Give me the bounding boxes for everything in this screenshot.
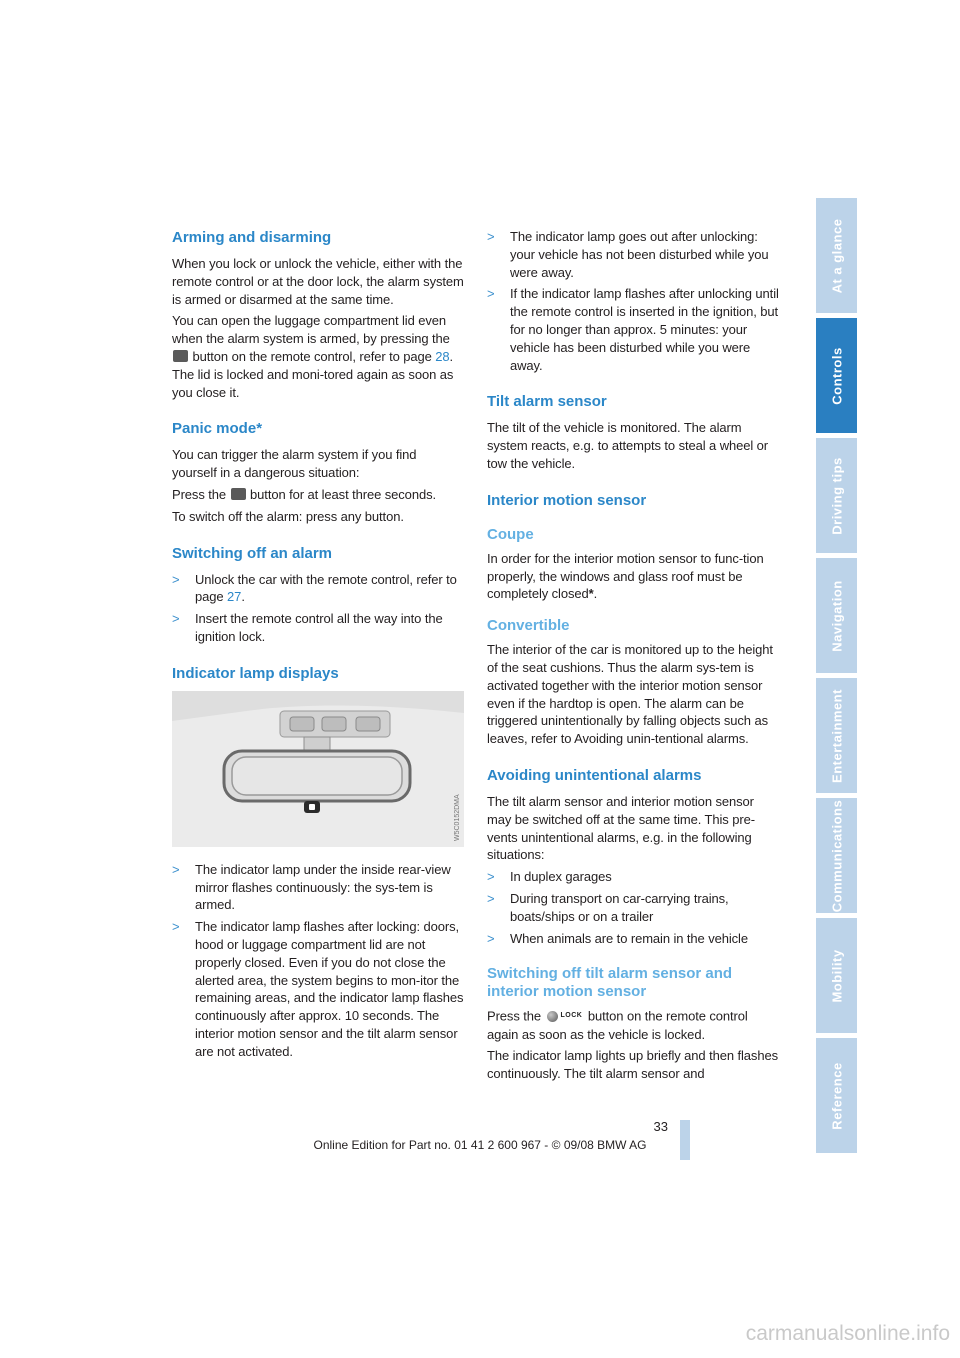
bullet: >	[487, 869, 495, 885]
item-text: Unlock the car with the remote control, refer to page	[195, 571, 457, 605]
coupe-paragraph	[487, 550, 779, 603]
convertible-paragraph: The interior of the car is monitored up to the height of the seat cushions. Thus the alarm sys-tem is activated together with the interior motion sensor even if the hardtop is open. The alarm can be triggered unintentionally by falling objects such as leaves, refer to Avoiding unin-tentional alarms.	[487, 642, 773, 747]
tilt-heading: Tilt alarm sensor	[487, 393, 607, 411]
tab-label: Entertainment	[829, 688, 844, 783]
tab-label: Controls	[829, 346, 844, 405]
list-item	[172, 571, 464, 607]
indicator-list-continued	[487, 228, 779, 374]
list-item	[487, 228, 779, 281]
indicator-list	[172, 861, 464, 1061]
tab-driving-tips[interactable]	[816, 438, 857, 558]
avoiding-heading: Avoiding unintentional alarms	[487, 766, 702, 784]
panic-p2-text-b: button for at least three seconds.	[250, 486, 436, 502]
bullet: >	[487, 930, 495, 946]
tab-at-a-glance[interactable]	[816, 198, 857, 318]
bullet: >	[487, 890, 495, 906]
interior-heading: Interior motion sensor	[487, 491, 647, 509]
panic-paragraph-3: To switch off the alarm: press any button.	[172, 508, 404, 524]
tab-navigation[interactable]	[816, 558, 857, 678]
list-item	[487, 930, 779, 948]
arming-p2-text-a: You can open the luggage compartment lid even when the alarm system is armed, by pressing the	[172, 313, 450, 347]
tab-label: Navigation	[829, 579, 844, 652]
avoiding-paragraph: The tilt alarm sensor and interior motion sensor may be switched off at the same time. This pre-vents unintentional alarms, e.g. in the following situations:	[487, 793, 755, 863]
bullet: >	[172, 861, 180, 877]
item-end: .	[241, 589, 245, 605]
switch-tilt-heading: Switching off tilt alarm sensor and interior motion sensor	[487, 965, 733, 1001]
item-text: The indicator lamp under the inside rear-view mirror flashes continuously: the sys-tem is armed.	[195, 861, 451, 913]
tilt-paragraph: The tilt of the vehicle is monitored. The alarm system reacts, e.g. to attempts to steal a wheel or tow the vehicle.	[487, 420, 769, 471]
switch-tilt-text-a: Press the	[487, 1008, 542, 1024]
trunk-button-icon	[173, 350, 188, 362]
coupe-end: .	[593, 586, 598, 602]
arming-paragraph-2	[172, 312, 464, 401]
image-code: W5C0152DMA	[454, 794, 461, 841]
panic-p2-text-a: Press the	[172, 486, 227, 502]
item-text: During transport on car-carrying trains, boats/ships or on a trailer	[510, 890, 729, 924]
panic-paragraph-2	[172, 486, 464, 504]
optional-star: *	[588, 586, 594, 602]
list-item	[172, 861, 464, 914]
tab-label: Driving tips	[829, 456, 844, 535]
footer-edition: Online Edition for Part no. 01 41 2 600 967 - © 09/08 BMW AG	[313, 1138, 647, 1152]
page-link-28[interactable]: 28	[435, 348, 450, 364]
bullet: >	[172, 571, 180, 587]
item-text: If the indicator lamp flashes after unlocking until the remote control is inserted in the ignition, but for no longer than approx. 5 minutes: your vehicle has been disturbed while you were away.	[510, 286, 779, 373]
panic-paragraph-1: You can trigger the alarm system if you find yourself in a dangerous situation:	[172, 447, 417, 481]
page-number: 33	[653, 1119, 668, 1134]
tab-label: Communications	[829, 799, 844, 912]
item-text: When animals are to remain in the vehicle	[510, 930, 748, 946]
right-column	[487, 228, 779, 1087]
tab-mobility[interactable]	[816, 918, 857, 1038]
tab-communications[interactable]	[816, 798, 857, 918]
avoiding-list	[487, 868, 779, 947]
arming-paragraph-1: When you lock or unlock the vehicle, either with the remote control or at the door lock, the alarm system is armed or disarmed at the same time.	[172, 256, 464, 307]
bullet: >	[172, 919, 180, 935]
arming-p2-text-b: button on the remote control, refer to page	[192, 348, 432, 364]
chapter-sidebar	[816, 198, 857, 1158]
switching-off-list	[172, 571, 464, 646]
rearview-mirror-illustration	[172, 691, 464, 847]
item-text: The indicator lamp goes out after unlocking: your vehicle has not been disturbed while you were away.	[510, 229, 769, 280]
tab-label: At a glance	[829, 218, 844, 293]
bullet: >	[172, 611, 180, 627]
page-link-27[interactable]: 27	[227, 589, 242, 605]
arming-p2-text-c: . The lid is locked and moni-tored again as soon as you close it.	[172, 348, 454, 400]
watermark: carmanualsonline.info	[745, 1322, 950, 1345]
list-item	[487, 285, 779, 374]
list-item	[172, 610, 464, 646]
lock-button-dot	[547, 1011, 558, 1022]
switch-tilt-text-b: button on the remote control again as soon as the vehicle is locked.	[487, 1008, 748, 1042]
indicator-heading: Indicator lamp displays	[172, 664, 339, 682]
switch-tilt-paragraph-2: The indicator lamp lights up briefly and then flashes continuously. The tilt alarm sensor and	[487, 1048, 778, 1082]
list-item	[487, 890, 779, 926]
coupe-text: In order for the interior motion sensor to func-tion properly, the windows and glass roof must be completely closed	[487, 550, 764, 602]
left-column	[172, 228, 464, 1065]
tab-controls[interactable]	[816, 318, 857, 438]
item-text: Insert the remote control all the way into the ignition lock.	[195, 611, 443, 644]
arming-heading: Arming and disarming	[172, 229, 332, 246]
mirror-drawing	[172, 691, 464, 847]
tab-label: Reference	[829, 1061, 844, 1130]
panic-heading: Panic mode*	[172, 420, 263, 438]
list-item	[487, 868, 779, 886]
tab-entertainment[interactable]	[816, 678, 857, 798]
bullet: >	[487, 286, 495, 302]
lock-button-icon	[547, 1007, 583, 1025]
lock-label: LOCK	[560, 1012, 583, 1020]
list-item	[172, 918, 464, 1060]
item-text: The indicator lamp flashes after locking: doors, hood or luggage compartment lid are not properly closed. Even if you do not close the alerted area, the system begins to mon-itor the remaining areas, and the indicator lamp flashes continuously after approx. 10 seconds. The interior motion sensor and the tilt alarm sensor are not activated.	[195, 919, 464, 1059]
convertible-heading: Convertible	[487, 617, 570, 635]
bullet: >	[487, 229, 495, 244]
item-text: In duplex garages	[510, 869, 612, 885]
switching-off-heading: Switching off an alarm	[172, 544, 333, 562]
tab-label: Mobility	[829, 948, 844, 1003]
switch-tilt-paragraph-1	[487, 1007, 779, 1043]
panic-button-icon	[231, 488, 246, 500]
coupe-heading: Coupe	[487, 525, 534, 543]
